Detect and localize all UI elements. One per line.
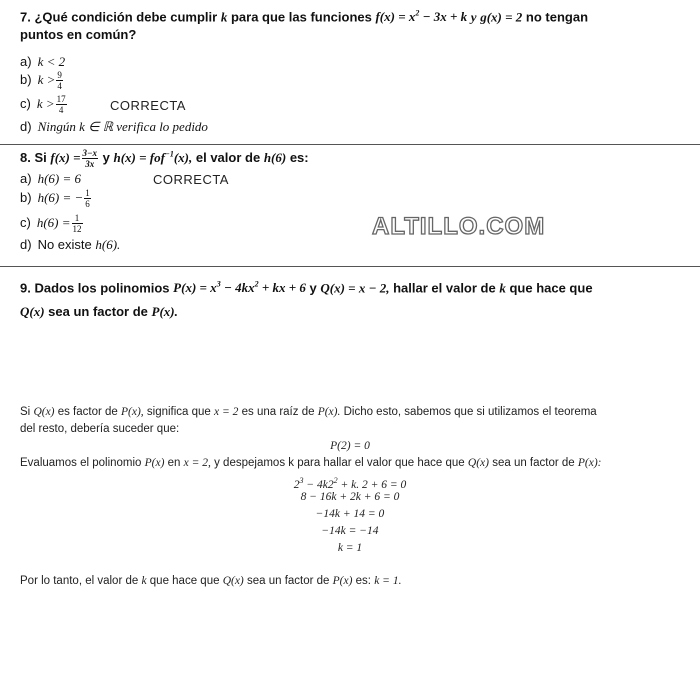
q7-correct-tag: CORRECTA: [110, 98, 186, 113]
q9-y: y: [309, 280, 317, 296]
q7-fx: [375, 9, 467, 24]
q7-option-a: [20, 54, 65, 70]
q9-px-mid: − 4kx: [220, 280, 255, 296]
q8-option-b-label: b): [20, 189, 32, 205]
q8-number: 8.: [20, 149, 31, 165]
q7-option-a-expr: k < 2: [37, 54, 66, 69]
q8-hx: [114, 150, 193, 165]
q9-k: k: [499, 280, 506, 296]
q8-option-d-text: No existe: [37, 237, 92, 252]
sol-eq-3: −14k + 14 = 0: [315, 508, 385, 520]
q7-line2: puntos en común?: [20, 27, 137, 42]
q7-number: 7.: [20, 9, 31, 25]
sol-px2: P(x).: [317, 406, 341, 418]
q9-px-def: [173, 280, 306, 295]
q8-y: y: [102, 149, 110, 165]
q7-option-b: [20, 70, 64, 91]
q9-px-exp2: 2: [254, 280, 259, 289]
sol-text-1a: Si: [20, 406, 31, 418]
q8-fx-num: 3−x: [82, 148, 98, 158]
sol-text-2b: en: [167, 457, 181, 469]
sol-eq-2: 8 − 16k + 2k + 6 = 0: [300, 491, 400, 503]
q9-px-exp3: 3: [216, 280, 221, 289]
q7-option-b-den: 4: [57, 81, 62, 91]
sol-eq-1-mid: − 4k2: [303, 478, 334, 491]
sol-eq-0: P(2) = 0: [330, 440, 370, 452]
q8-hx-base: h(x) = fof: [113, 149, 165, 165]
sol-qx: Q(x): [33, 406, 55, 418]
q8-option-b: [20, 188, 92, 209]
q8-option-c-num: 1: [72, 213, 83, 224]
q8-text: el valor de: [195, 149, 261, 165]
sol-conc-3: sea un factor de: [246, 575, 330, 587]
q9-text-2: hallar el valor de: [393, 280, 496, 296]
q7-option-b-expr: k >: [37, 71, 56, 87]
q8-option-b-fraction: [84, 188, 91, 209]
sol-text-1e: Dicho esto, sabemos que si utilizamos el teorema: [343, 406, 597, 418]
q8-option-c: [20, 213, 84, 234]
q9-px: P(x).: [151, 304, 178, 319]
q7-statement: [20, 9, 588, 25]
sol-px4: P(x):: [577, 457, 602, 469]
q8-h6: h(6): [263, 149, 287, 165]
q8-option-d-label: d): [20, 237, 32, 252]
altillo-watermark: ALTILLO.COM: [372, 213, 546, 240]
sol-qx2: Q(x): [467, 457, 489, 469]
solution-line-1: [20, 404, 597, 421]
q7-option-c: [20, 94, 68, 115]
sol-conc-2: que hace que: [149, 575, 220, 587]
sol-conc-4: es:: [355, 575, 371, 587]
q7-fx-rest: − 3x + k: [419, 9, 468, 25]
sol-conc-px: P(x): [332, 575, 353, 587]
q7-option-c-expr: k >: [36, 95, 55, 111]
q7-option-d: [20, 119, 208, 135]
sol-eq-5: k = 1: [337, 542, 363, 554]
q8-option-a-label: a): [20, 171, 32, 186]
q8-option-d: [20, 237, 120, 253]
sol-text-1d: es una raíz de: [241, 406, 315, 418]
q7-gx: g(x) = 2: [480, 9, 523, 25]
q9-px-rest: + kx + 6: [258, 280, 306, 296]
q7-option-d-label: d): [20, 119, 32, 134]
sol-conc-qx: Q(x): [222, 575, 244, 587]
solution-line-2: del resto, debería suceder que:: [20, 423, 180, 435]
divider-1: [0, 144, 700, 145]
q8-option-b-num: 1: [85, 188, 90, 198]
solution-line-3: [20, 455, 602, 472]
q7-k: k: [220, 9, 228, 25]
q8-option-b-expr: h(6) = −: [37, 189, 84, 205]
q8-hx-inv: −1: [164, 149, 174, 159]
sol-conc-1: Por lo tanto, el valor de: [20, 575, 139, 587]
q9-text-1: Dados los polinomios: [34, 280, 170, 296]
sol-text-1b: es factor de: [57, 406, 118, 418]
sol-eq-1-exp: 3: [299, 476, 304, 485]
q8-fx-fraction: [82, 148, 98, 169]
q7-text-b: para que las funciones: [230, 9, 372, 25]
q7-fx-base: f(x) = x: [375, 9, 416, 25]
q8-option-b-den: 6: [85, 199, 90, 209]
q9-qx-def: Q(x) = x − 2,: [320, 280, 390, 296]
q9-number: 9.: [20, 280, 31, 296]
q7-option-b-num: 9: [57, 70, 62, 80]
q7-option-a-label: a): [20, 54, 32, 69]
q8-option-c-fraction: [72, 213, 83, 234]
q7-y: y: [470, 9, 477, 25]
q9-text-4: sea un factor de: [48, 304, 148, 319]
sol-px3: P(x): [144, 457, 165, 469]
q7-option-c-num: 17: [56, 94, 66, 104]
sol-text-2d: sea un factor de: [492, 457, 575, 469]
q8-fx: f(x) =: [50, 149, 81, 165]
sol-eq-1-exp2: 2: [333, 476, 338, 485]
sol-px: P(x),: [121, 406, 144, 418]
q9-statement: [20, 280, 593, 296]
q8-fx-den: 3x: [85, 159, 95, 169]
q9-statement-line2: [20, 304, 178, 320]
q7-option-c-fraction: [56, 94, 67, 115]
q7-option-c-label: c): [20, 95, 31, 111]
q7-option-d-expr: Ningún k ∈ ℝ verifica lo pedido: [37, 119, 208, 134]
q8-option-a-expr: h(6) = 6: [37, 171, 81, 186]
q8-option-c-label: c): [20, 214, 31, 230]
q7-fx-exp: 2: [415, 9, 420, 18]
sol-text-2c: y despejamos k para hallar el valor que hace que: [214, 457, 465, 469]
sol-conc-result: k = 1.: [374, 575, 402, 587]
q9-text-3: que hace que: [509, 280, 593, 296]
q9-px-base: P(x) = x: [173, 280, 217, 296]
q8-option-a: [20, 171, 81, 187]
q8-es: es:: [289, 149, 309, 165]
divider-2: [0, 266, 700, 267]
sol-x2: x = 2: [214, 406, 239, 418]
solution-conclusion: [20, 573, 401, 590]
sol-conc-k: k: [141, 575, 147, 587]
q8-hx-arg: (x),: [173, 149, 193, 165]
sol-text-2a: Evaluamos el polinomio: [20, 457, 142, 469]
q7-text-c: no tengan: [525, 9, 589, 25]
sol-text-1c: significa que: [146, 406, 211, 418]
q8-statement: [20, 148, 309, 169]
q8-option-c-expr: h(6) =: [36, 214, 71, 230]
sol-x3: x = 2,: [183, 457, 211, 469]
q9-qx: Q(x): [20, 304, 45, 319]
q7-option-b-label: b): [20, 71, 32, 87]
sol-eq-1-rest: + k. 2 + 6 = 0: [337, 478, 407, 491]
q8-si: Si: [34, 149, 47, 165]
q8-option-d-expr: h(6).: [95, 237, 121, 252]
q7-option-b-fraction: [56, 70, 63, 91]
q8-correct-tag: CORRECTA: [153, 172, 229, 187]
sol-eq-1-base: 2: [293, 478, 300, 491]
q7-option-c-den: 4: [58, 105, 64, 115]
q8-option-c-den: 12: [72, 224, 82, 234]
q7-text-a: ¿Qué condición debe cumplir: [34, 9, 218, 25]
sol-eq-4: −14k = −14: [321, 525, 379, 537]
